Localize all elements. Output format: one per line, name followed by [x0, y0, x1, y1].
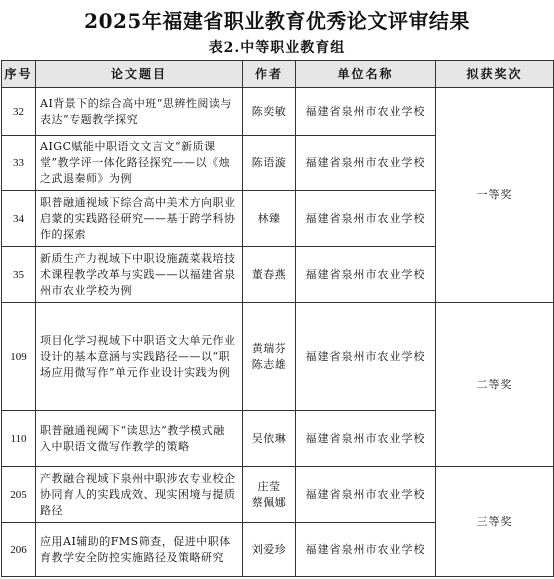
- row-id: 206: [2, 523, 36, 577]
- row-title: 应用AI辅助的FMS筛查，促进中职体育教学安全防控实施路径及策略研究: [36, 523, 243, 577]
- header-title: 论文题目: [36, 61, 243, 88]
- document-title: 2025年福建省职业教育优秀论文评审结果: [84, 9, 470, 33]
- row-author: 陈奕敏: [243, 88, 296, 136]
- table-row: [2, 303, 554, 411]
- row-id: 35: [2, 247, 36, 303]
- results-table: [1, 60, 554, 577]
- row-title: AIGC赋能中职语文文言文“新质课堂”教学评一体化路径探究——以《烛之武退秦师》为例: [36, 136, 243, 191]
- row-title: 职普融通视阈下“读思达”教学模式融入中职语文微写作教学的策略: [36, 411, 243, 467]
- header-award: 拟获奖次: [436, 61, 554, 88]
- row-author: 黄瑞芬 陈志雄: [243, 303, 296, 411]
- row-author: 董春燕: [243, 247, 296, 303]
- row-id: 110: [2, 411, 36, 467]
- header-id: 序号: [2, 61, 36, 88]
- table-row: [2, 467, 554, 523]
- row-title: 职普融通视域下综合高中美术方向职业启蒙的实践路径研究——基于跨学科协作的探索: [36, 191, 243, 247]
- row-id: 34: [2, 191, 36, 247]
- row-unit: 福建省泉州市农业学校: [296, 467, 436, 523]
- row-unit: 福建省泉州市农业学校: [296, 247, 436, 303]
- table-header-row: [2, 61, 554, 88]
- row-unit: 福建省泉州市农业学校: [296, 136, 436, 191]
- row-id: 32: [2, 88, 36, 136]
- row-unit: 福建省泉州市农业学校: [296, 191, 436, 247]
- row-title: 产教融合视域下泉州中职涉农专业校企协同育人的实践成效、现实困境与提质路径: [36, 467, 243, 523]
- header-unit: 单位名称: [296, 61, 436, 88]
- award-third: 三等奖: [436, 467, 554, 577]
- row-unit: 福建省泉州市农业学校: [296, 411, 436, 467]
- award-first: 一等奖: [436, 88, 554, 303]
- header-author: 作者: [243, 61, 296, 88]
- table-subtitle: 表2.中等职业教育组: [208, 40, 346, 56]
- row-title: 项目化学习视域下中职语文大单元作业设计的基本意涵与实践路径——以“职场应用微写作”单元作业设计实践为例: [36, 303, 243, 411]
- row-author: 刘爱珍: [243, 523, 296, 577]
- table-row: [2, 88, 554, 136]
- row-title: 新质生产力视域下中职设施蔬菜栽培技术课程教学改革与实践——以福建省泉州市农业学校为例: [36, 247, 243, 303]
- award-second: 二等奖: [436, 303, 554, 467]
- row-unit: 福建省泉州市农业学校: [296, 303, 436, 411]
- row-unit: 福建省泉州市农业学校: [296, 523, 436, 577]
- row-author: 陈语漩: [243, 136, 296, 191]
- row-id: 33: [2, 136, 36, 191]
- row-unit: 福建省泉州市农业学校: [296, 88, 436, 136]
- row-id: 109: [2, 303, 36, 411]
- row-title: AI背景下的综合高中班“思辨性阅读与表达”专题教学探究: [36, 88, 243, 136]
- row-id: 205: [2, 467, 36, 523]
- row-author: 吴依琳: [243, 411, 296, 467]
- row-author: 庄莹 蔡佩娜: [243, 467, 296, 523]
- row-author: 林臻: [243, 191, 296, 247]
